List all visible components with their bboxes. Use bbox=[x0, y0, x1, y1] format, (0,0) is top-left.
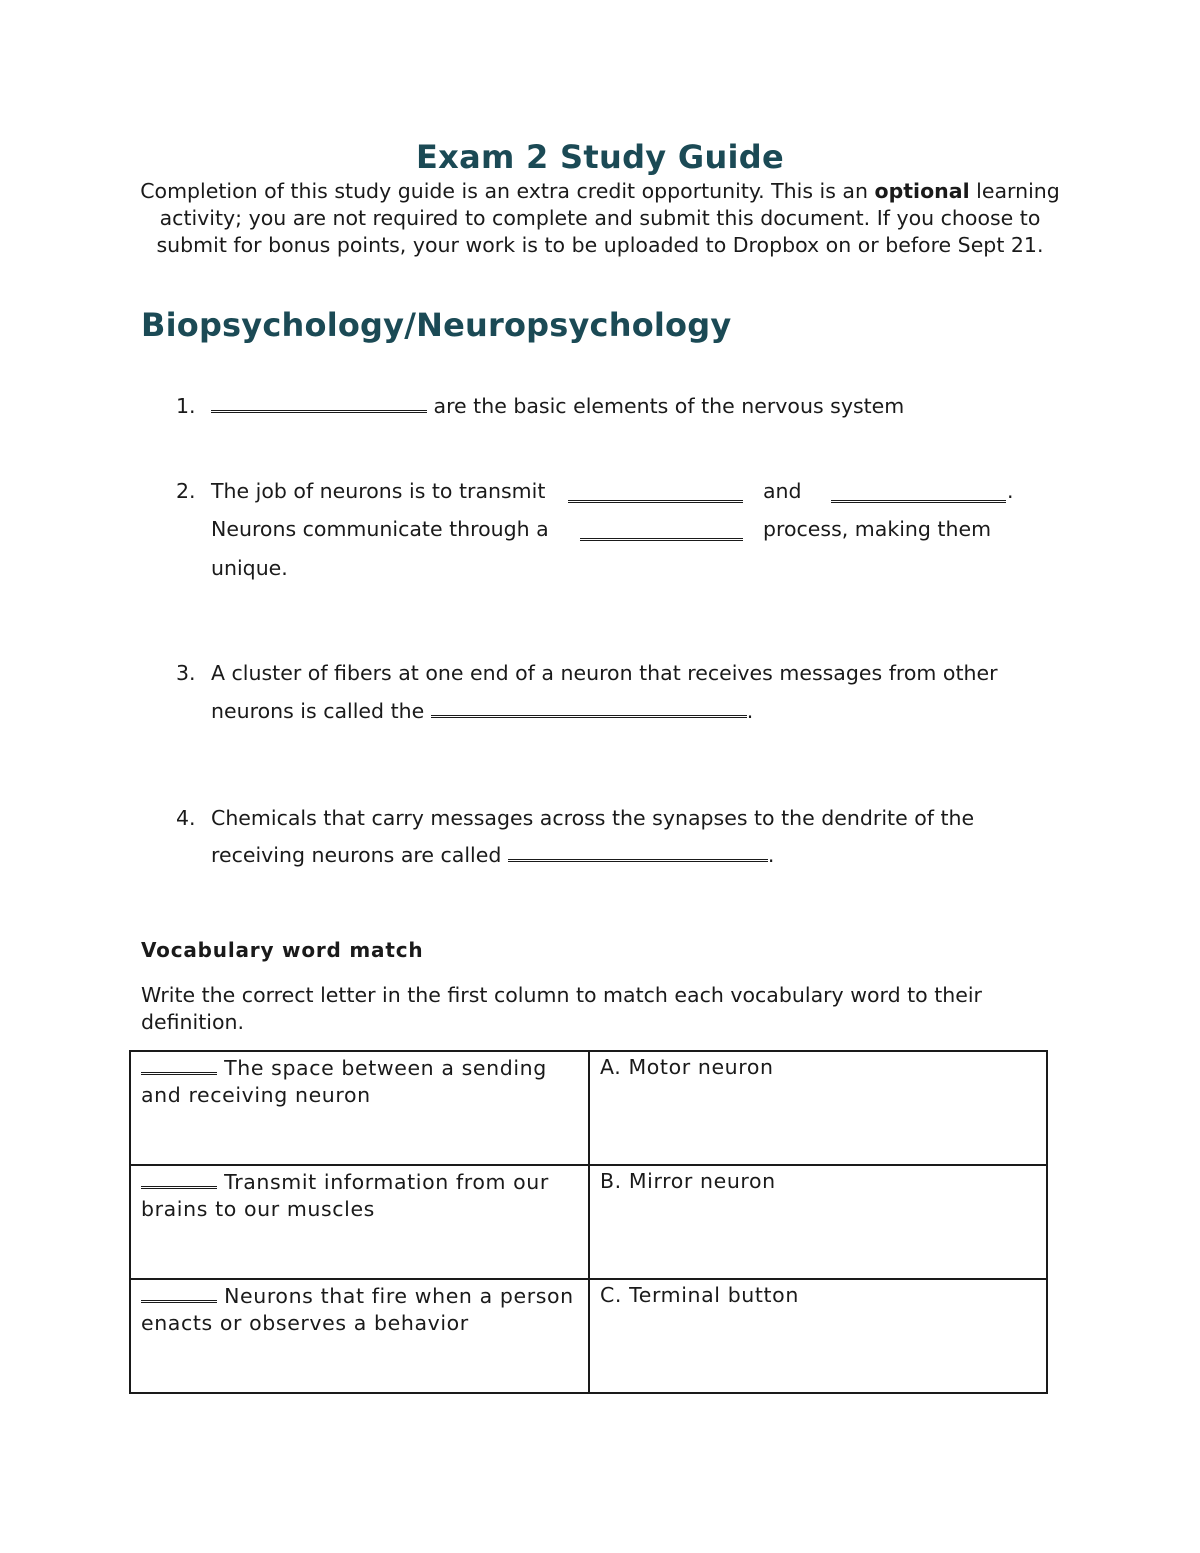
answer-blank[interactable] bbox=[831, 480, 1006, 503]
answer-blank[interactable] bbox=[431, 695, 747, 718]
intro-paragraph: Completion of this study guide is an extra credit opportunity. This is an optional learning activity; you are not required to complete and submit this document. If you choose to submit for bonus points, your work is to be uploaded to Dropbox on or before Sept 21. bbox=[140, 179, 1060, 257]
page-title: Exam 2 Study Guide bbox=[415, 138, 785, 176]
table-row bbox=[130, 1165, 1047, 1279]
answer-blank[interactable] bbox=[141, 1282, 217, 1303]
question-4: 4. Chemicals that carry messages across the synapses to the dendrite of the receiving neurons are called . bbox=[176, 806, 975, 867]
question-1: 1. are the basic elements of the nervous system bbox=[176, 387, 1056, 425]
definition-cell: The space between a sending and receiving neuron bbox=[130, 1051, 589, 1165]
table-row bbox=[130, 1051, 1047, 1165]
answer-blank[interactable] bbox=[580, 518, 743, 541]
answer-blank[interactable] bbox=[508, 839, 768, 862]
term-cell: B. Mirror neuron bbox=[589, 1165, 1047, 1279]
answer-blank[interactable] bbox=[568, 480, 743, 503]
section-heading: Biopsychology/Neuropsychology bbox=[141, 306, 732, 344]
question-2: 2. The job of neurons is to transmit and . Neurons communicate through a process, making them unique. bbox=[176, 479, 1014, 580]
definition-cell: Neurons that fire when a person enacts or observes a behavior bbox=[130, 1279, 589, 1393]
answer-blank[interactable] bbox=[141, 1168, 217, 1189]
intro-emphasis: optional bbox=[874, 179, 970, 203]
definition-cell: Transmit information from our brains to our muscles bbox=[130, 1165, 589, 1279]
vocab-match-table bbox=[129, 1050, 1048, 1394]
term-cell: C. Terminal button bbox=[589, 1279, 1047, 1393]
answer-blank[interactable] bbox=[211, 390, 427, 413]
answer-blank[interactable] bbox=[141, 1054, 217, 1075]
term-cell: A. Motor neuron bbox=[589, 1051, 1047, 1165]
vocab-instructions: Write the correct letter in the first column to match each vocabulary word to their definition. bbox=[141, 983, 982, 1034]
question-3: 3. A cluster of fibers at one end of a neuron that receives messages from other neurons is called the . bbox=[176, 661, 998, 723]
table-row bbox=[130, 1279, 1047, 1393]
vocab-heading: Vocabulary word match bbox=[141, 938, 424, 962]
